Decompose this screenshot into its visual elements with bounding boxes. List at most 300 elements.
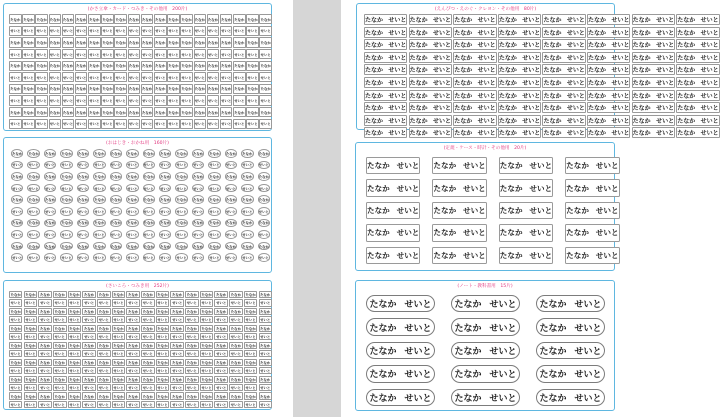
name-label bbox=[542, 127, 585, 138]
name-label: たなか bbox=[200, 308, 213, 315]
name-label: せいと bbox=[11, 230, 23, 239]
name-label: たなか bbox=[194, 84, 207, 94]
name-label bbox=[366, 365, 435, 382]
name-label: たなか bbox=[241, 195, 253, 204]
name-label: たなか bbox=[258, 172, 270, 181]
name-label-line2: せいと bbox=[611, 130, 630, 138]
name-label: たなか bbox=[170, 359, 183, 366]
name-label-line1: たなか bbox=[566, 161, 589, 171]
name-label: たなか bbox=[170, 376, 183, 383]
name-label: たなか bbox=[225, 195, 237, 204]
name-label: たなか bbox=[97, 342, 111, 349]
name-label bbox=[587, 64, 630, 75]
name-label: せいと bbox=[101, 26, 114, 36]
name-label-line1: たなか bbox=[588, 29, 607, 37]
name-label bbox=[453, 14, 496, 25]
name-label: たなか bbox=[170, 342, 183, 349]
name-label-line2: せいと bbox=[529, 250, 553, 260]
name-label-line2: せいと bbox=[404, 393, 432, 404]
name-label-line1: たなか bbox=[539, 300, 567, 311]
name-label: たなか bbox=[82, 392, 95, 399]
name-label: せいと bbox=[60, 161, 72, 170]
name-label: たなか bbox=[167, 84, 180, 94]
name-label: たなか bbox=[159, 172, 171, 181]
name-label: せいと bbox=[38, 316, 51, 323]
name-label: せいと bbox=[110, 161, 122, 170]
name-label bbox=[498, 27, 541, 38]
name-label bbox=[536, 342, 605, 359]
name-label: せいと bbox=[159, 161, 171, 170]
name-label: せいと bbox=[170, 350, 183, 357]
name-label: たなか bbox=[194, 61, 207, 71]
name-label-line2: せいと bbox=[433, 105, 452, 113]
name-label: たなか bbox=[259, 14, 272, 24]
name-label-line1: たなか bbox=[365, 17, 384, 24]
name-label-line1: たなか bbox=[365, 29, 384, 37]
name-label: たなか bbox=[141, 342, 155, 349]
name-label-line1: たなか bbox=[454, 130, 473, 138]
name-label: せいと bbox=[159, 253, 171, 262]
name-label bbox=[632, 127, 675, 138]
name-label-line2: せいと bbox=[611, 67, 630, 75]
name-label: せいと bbox=[62, 95, 75, 105]
name-label bbox=[632, 27, 675, 38]
name-label: たなか bbox=[101, 14, 114, 24]
name-label: たなか bbox=[9, 37, 22, 47]
name-label bbox=[453, 39, 496, 50]
name-label: せいと bbox=[60, 230, 72, 239]
name-label-line1: たなか bbox=[543, 79, 562, 87]
name-label: せいと bbox=[68, 384, 81, 391]
name-label: たなか bbox=[112, 376, 125, 383]
name-label: たなか bbox=[68, 291, 81, 298]
label-grid bbox=[9, 14, 272, 129]
name-label-line2: せいと bbox=[566, 54, 585, 62]
name-label: せいと bbox=[233, 95, 246, 105]
name-label bbox=[366, 157, 420, 174]
sheet-medium-labels-80 bbox=[356, 3, 719, 138]
name-label: たなか bbox=[110, 242, 122, 251]
name-label: たなか bbox=[97, 359, 111, 366]
name-label: せいと bbox=[126, 253, 138, 262]
name-label: たなか bbox=[170, 308, 183, 315]
name-label-line2: せいと bbox=[463, 228, 486, 238]
name-label: せいと bbox=[143, 161, 155, 170]
name-label-line1: たなか bbox=[677, 54, 696, 62]
name-label: せいと bbox=[200, 401, 213, 408]
name-label bbox=[453, 64, 496, 75]
name-label-line1: たなか bbox=[539, 346, 567, 357]
name-label: たなか bbox=[175, 219, 187, 228]
name-label: たなか bbox=[167, 107, 180, 117]
name-label: せいと bbox=[128, 72, 141, 82]
name-label: たなか bbox=[82, 325, 95, 332]
name-label: せいと bbox=[258, 230, 270, 239]
name-label: せいと bbox=[175, 253, 187, 262]
name-label-line1: たなか bbox=[367, 250, 390, 260]
name-label: せいと bbox=[167, 95, 180, 105]
name-label-line2: せいと bbox=[656, 130, 675, 138]
name-label: せいと bbox=[170, 367, 183, 374]
name-label bbox=[632, 115, 675, 126]
name-label: せいと bbox=[207, 95, 220, 105]
name-label-line1: たなか bbox=[566, 250, 589, 260]
name-label bbox=[432, 202, 486, 219]
name-label: たなか bbox=[207, 61, 220, 71]
name-label-line2: せいと bbox=[489, 370, 517, 381]
name-label: せいと bbox=[44, 230, 56, 239]
name-label: たなか bbox=[244, 376, 257, 383]
name-label-line1: たなか bbox=[365, 105, 384, 113]
name-label: たなか bbox=[112, 359, 125, 366]
name-label: たなか bbox=[194, 14, 207, 24]
name-label-line2: せいと bbox=[700, 54, 719, 62]
name-label bbox=[565, 247, 619, 264]
name-label: せいと bbox=[200, 350, 213, 357]
name-label: せいと bbox=[156, 401, 169, 408]
name-label: たなか bbox=[128, 61, 141, 71]
name-label: たなか bbox=[62, 37, 75, 47]
name-label: せいと bbox=[101, 95, 114, 105]
name-label: せいと bbox=[192, 184, 204, 193]
name-label: せいと bbox=[208, 184, 220, 193]
name-label: たなか bbox=[207, 37, 220, 47]
name-label bbox=[587, 27, 630, 38]
name-label: せいと bbox=[53, 384, 67, 391]
sheet-xl-labels-15 bbox=[355, 280, 615, 411]
name-label bbox=[632, 39, 675, 50]
name-label: たなか bbox=[200, 376, 213, 383]
name-label: たなか bbox=[77, 242, 89, 251]
name-label bbox=[676, 14, 719, 25]
name-label-line1: たなか bbox=[454, 54, 473, 62]
name-label: たなか bbox=[167, 14, 180, 24]
name-label-line1: たなか bbox=[409, 67, 428, 75]
name-label-line2: せいと bbox=[433, 92, 452, 100]
name-label: せいと bbox=[88, 119, 101, 129]
name-label-line2: せいと bbox=[396, 250, 420, 260]
name-label-line1: たなか bbox=[499, 228, 523, 238]
name-label: せいと bbox=[24, 401, 37, 408]
name-label-line1: たなか bbox=[539, 323, 567, 334]
name-label-line2: せいと bbox=[477, 42, 496, 50]
name-label bbox=[451, 365, 520, 382]
name-label: せいと bbox=[88, 26, 101, 36]
name-label bbox=[453, 102, 496, 113]
name-label: たなか bbox=[126, 149, 138, 158]
name-label: たなか bbox=[185, 359, 199, 366]
name-label: せいと bbox=[60, 253, 72, 262]
name-label: たなか bbox=[185, 392, 199, 399]
name-label: せいと bbox=[24, 316, 37, 323]
name-label: せいと bbox=[112, 299, 125, 306]
name-label: せいと bbox=[44, 207, 56, 216]
name-label-line1: たなか bbox=[543, 29, 562, 37]
name-label: せいと bbox=[225, 230, 237, 239]
sheet-title: (さいころ・つみき用 252片) bbox=[106, 284, 169, 289]
name-label-line2: せいと bbox=[595, 183, 619, 193]
name-label-line1: たなか bbox=[365, 117, 384, 125]
name-label: せいと bbox=[241, 184, 253, 193]
name-label: せいと bbox=[192, 207, 204, 216]
name-label: たなか bbox=[259, 84, 272, 94]
name-label: たなか bbox=[128, 37, 141, 47]
name-label-line1: たなか bbox=[365, 42, 384, 50]
name-label-line2: せいと bbox=[477, 67, 496, 75]
name-label: たなか bbox=[141, 14, 154, 24]
name-label: たなか bbox=[126, 172, 138, 181]
name-label-line1: たなか bbox=[454, 393, 482, 404]
name-label: せいと bbox=[75, 119, 88, 129]
name-label: せいと bbox=[154, 119, 167, 129]
name-label: たなか bbox=[53, 325, 67, 332]
name-label: たなか bbox=[141, 61, 154, 71]
name-label: たなか bbox=[233, 107, 246, 117]
name-label-line1: たなか bbox=[454, 300, 482, 311]
name-label bbox=[364, 115, 407, 126]
name-label-line1: たなか bbox=[367, 228, 390, 238]
name-label bbox=[409, 77, 452, 88]
name-label: せいと bbox=[220, 49, 233, 59]
name-label bbox=[536, 365, 605, 382]
name-label: たなか bbox=[200, 291, 213, 298]
name-label: せいと bbox=[88, 72, 101, 82]
name-label-line1: たなか bbox=[677, 92, 696, 100]
name-label: たなか bbox=[93, 149, 105, 158]
name-label: たなか bbox=[128, 107, 141, 117]
name-label: たなか bbox=[24, 342, 37, 349]
name-label: たなか bbox=[200, 392, 213, 399]
name-label: たなか bbox=[114, 37, 127, 47]
name-label: たなか bbox=[77, 172, 89, 181]
name-label: せいと bbox=[143, 184, 155, 193]
name-label: たなか bbox=[126, 219, 138, 228]
name-label: せいと bbox=[101, 72, 114, 82]
name-label: せいと bbox=[214, 367, 227, 374]
name-label bbox=[366, 179, 420, 196]
name-label: せいと bbox=[22, 26, 35, 36]
name-label: たなか bbox=[208, 242, 220, 251]
name-label: せいと bbox=[259, 26, 272, 36]
name-label-line1: たなか bbox=[677, 17, 696, 24]
name-label-line1: たなか bbox=[454, 79, 473, 87]
name-label-line2: せいと bbox=[656, 79, 675, 87]
name-label: たなか bbox=[156, 376, 169, 383]
name-label-line2: せいと bbox=[611, 79, 630, 87]
name-label: せいと bbox=[192, 161, 204, 170]
name-label: たなか bbox=[9, 84, 22, 94]
name-label-line2: せいと bbox=[404, 300, 432, 311]
name-label-line2: せいと bbox=[700, 130, 719, 138]
name-label bbox=[587, 14, 630, 25]
name-label: せいと bbox=[112, 384, 125, 391]
name-label: たなか bbox=[27, 242, 39, 251]
name-label: せいと bbox=[68, 299, 81, 306]
name-label-line2: せいと bbox=[574, 346, 602, 357]
name-label: せいと bbox=[229, 367, 243, 374]
name-label: せいと bbox=[93, 161, 105, 170]
name-label: せいと bbox=[192, 230, 204, 239]
name-label-line1: たなか bbox=[367, 161, 390, 171]
name-label bbox=[676, 77, 719, 88]
name-label: たなか bbox=[53, 342, 67, 349]
name-label: せいと bbox=[114, 49, 127, 59]
name-label: たなか bbox=[35, 14, 48, 24]
name-label: たなか bbox=[200, 342, 213, 349]
name-label: たなか bbox=[93, 219, 105, 228]
name-label: たなか bbox=[229, 392, 243, 399]
name-label: たなか bbox=[24, 325, 37, 332]
name-label: せいと bbox=[110, 184, 122, 193]
name-label-line2: せいと bbox=[656, 54, 675, 62]
name-label-line1: たなか bbox=[409, 17, 428, 24]
name-label: たなか bbox=[75, 107, 88, 117]
name-label bbox=[432, 247, 486, 264]
name-label: せいと bbox=[246, 26, 259, 36]
name-label: たなか bbox=[175, 242, 187, 251]
name-label: せいと bbox=[75, 26, 88, 36]
name-label-line2: せいと bbox=[529, 183, 553, 193]
name-label: せいと bbox=[97, 367, 111, 374]
name-label: せいと bbox=[258, 161, 270, 170]
name-label: たなか bbox=[159, 219, 171, 228]
name-label: たなか bbox=[82, 342, 95, 349]
name-label bbox=[536, 318, 605, 335]
name-label-line2: せいと bbox=[396, 228, 420, 238]
name-label bbox=[498, 77, 541, 88]
name-label-line2: せいと bbox=[388, 117, 407, 125]
name-label: たなか bbox=[258, 219, 270, 228]
name-label: せいと bbox=[53, 316, 67, 323]
name-label: せいと bbox=[185, 367, 199, 374]
name-label bbox=[432, 224, 486, 241]
name-label: せいと bbox=[75, 72, 88, 82]
name-label: たなか bbox=[180, 107, 193, 117]
name-label: たなか bbox=[101, 61, 114, 71]
name-label bbox=[542, 102, 585, 113]
name-label bbox=[453, 90, 496, 101]
name-label: たなか bbox=[53, 308, 67, 315]
name-label: せいと bbox=[27, 161, 39, 170]
name-label-line2: せいと bbox=[522, 130, 541, 138]
name-label: たなか bbox=[97, 308, 111, 315]
label-grid bbox=[366, 157, 619, 264]
name-label-line2: せいと bbox=[433, 117, 452, 125]
name-label: たなか bbox=[38, 359, 51, 366]
name-label: たなか bbox=[97, 392, 111, 399]
name-label-line1: たなか bbox=[498, 130, 517, 138]
name-label: せいと bbox=[207, 26, 220, 36]
name-label: せいと bbox=[258, 184, 270, 193]
name-label: せいと bbox=[200, 299, 213, 306]
name-label: せいと bbox=[77, 161, 89, 170]
name-label-line1: たなか bbox=[499, 250, 523, 260]
sheet-tiny-labels-200 bbox=[3, 3, 272, 131]
name-label-line1: たなか bbox=[632, 79, 651, 87]
name-label: たなか bbox=[68, 308, 81, 315]
name-label bbox=[587, 102, 630, 113]
name-label: たなか bbox=[258, 242, 270, 251]
name-label bbox=[565, 202, 619, 219]
name-label: せいと bbox=[241, 161, 253, 170]
name-label bbox=[542, 115, 585, 126]
name-label-line1: たなか bbox=[498, 42, 517, 50]
name-label: せいと bbox=[97, 333, 111, 340]
name-label: たなか bbox=[154, 107, 167, 117]
name-label: たなか bbox=[60, 195, 72, 204]
name-label bbox=[409, 14, 452, 25]
name-label: せいと bbox=[208, 207, 220, 216]
name-label: せいと bbox=[93, 253, 105, 262]
name-label-line2: せいと bbox=[388, 130, 407, 138]
name-label: せいと bbox=[259, 299, 272, 306]
name-label bbox=[536, 295, 605, 312]
name-label bbox=[453, 77, 496, 88]
name-label: たなか bbox=[128, 84, 141, 94]
name-label-line1: たなか bbox=[588, 117, 607, 125]
name-label: たなか bbox=[101, 84, 114, 94]
name-label: せいと bbox=[24, 333, 37, 340]
name-label-line2: せいと bbox=[477, 17, 496, 24]
sheet-title: (おはじき・おかね用 160片) bbox=[106, 141, 169, 146]
name-label-line2: せいと bbox=[574, 323, 602, 334]
name-label: せいと bbox=[229, 350, 243, 357]
name-label: せいと bbox=[246, 49, 259, 59]
name-label: せいと bbox=[233, 119, 246, 129]
name-label-line1: たなか bbox=[409, 79, 428, 87]
name-label-line2: せいと bbox=[566, 79, 585, 87]
name-label: たなか bbox=[44, 149, 56, 158]
name-label: せいと bbox=[62, 49, 75, 59]
name-label: たなか bbox=[208, 219, 220, 228]
name-label-line2: せいと bbox=[700, 105, 719, 113]
name-label-line1: たなか bbox=[632, 67, 651, 75]
name-label: たなか bbox=[192, 149, 204, 158]
name-label-line1: たなか bbox=[454, 29, 473, 37]
name-label: せいと bbox=[9, 333, 22, 340]
name-label: せいと bbox=[68, 367, 81, 374]
name-label: せいと bbox=[75, 49, 88, 59]
name-label: せいと bbox=[233, 26, 246, 36]
name-label: たなか bbox=[77, 195, 89, 204]
name-label: せいと bbox=[141, 316, 155, 323]
name-label: たなか bbox=[225, 242, 237, 251]
name-label bbox=[676, 115, 719, 126]
name-label: たなか bbox=[53, 392, 67, 399]
name-label: たなか bbox=[53, 359, 67, 366]
name-label: せいと bbox=[246, 72, 259, 82]
label-grid bbox=[364, 14, 719, 138]
name-label-line2: せいと bbox=[522, 17, 541, 24]
name-label-line2: せいと bbox=[396, 205, 420, 215]
name-label: たなか bbox=[175, 149, 187, 158]
name-label-line2: せいと bbox=[611, 54, 630, 62]
name-label: たなか bbox=[154, 84, 167, 94]
name-label: せいと bbox=[156, 350, 169, 357]
name-label: たなか bbox=[88, 61, 101, 71]
name-label-line2: せいと bbox=[477, 130, 496, 138]
name-label-line2: せいと bbox=[566, 92, 585, 100]
name-label: せいと bbox=[185, 333, 199, 340]
name-label-line2: せいと bbox=[595, 228, 619, 238]
name-label bbox=[366, 247, 420, 264]
name-label-line1: たなか bbox=[367, 205, 390, 215]
name-label bbox=[364, 90, 407, 101]
name-label: たなか bbox=[49, 14, 62, 24]
sheet-title: (ノート・教科書用 15片) bbox=[457, 284, 513, 289]
name-label: せいと bbox=[11, 161, 23, 170]
name-label: たなか bbox=[233, 84, 246, 94]
